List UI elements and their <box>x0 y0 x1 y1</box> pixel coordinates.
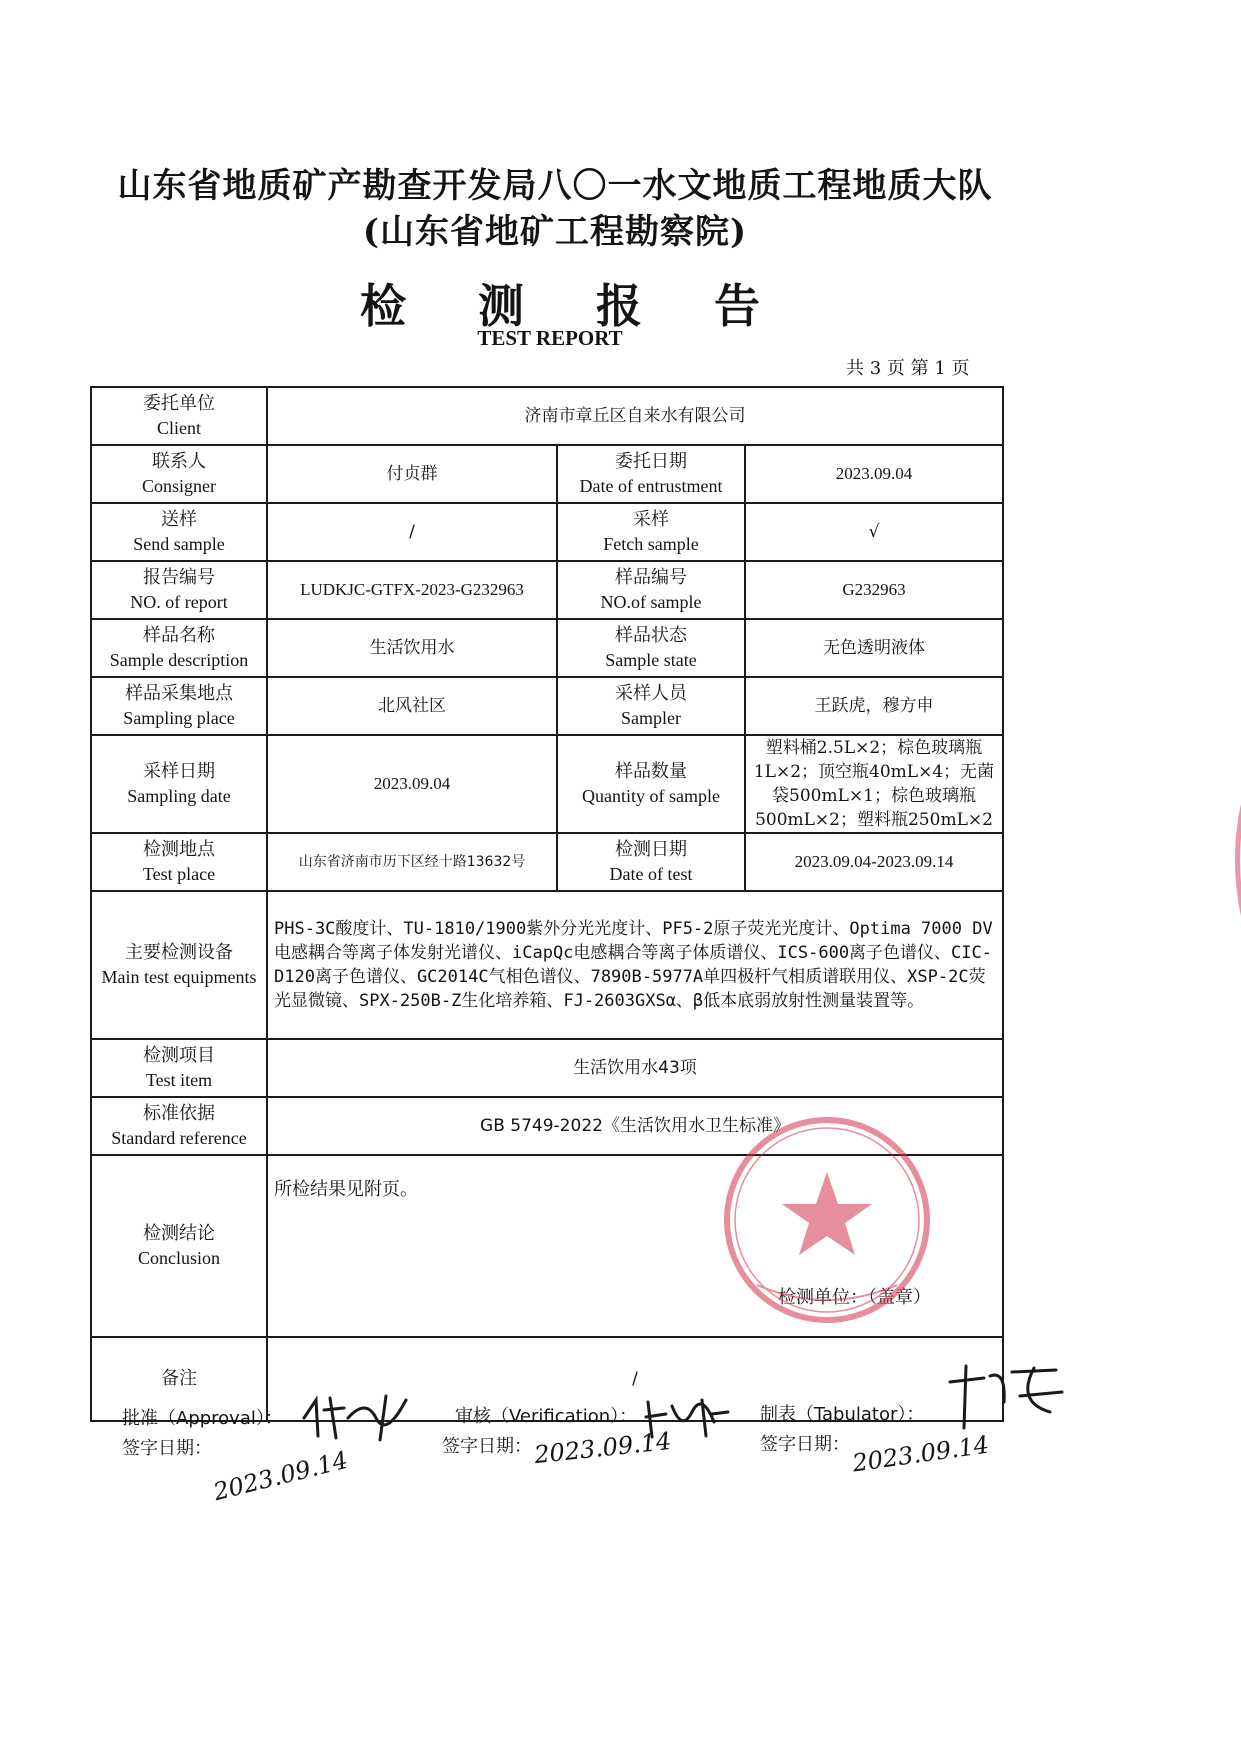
conclusion-cell <box>267 1155 1003 1337</box>
quantity-value: 塑料桶2.5L×2；棕色玻璃瓶1L×2；顶空瓶40mL×4；无菌袋500mL×1；棕色玻璃瓶500mL×2；塑料瓶250mL×2 <box>745 735 1003 833</box>
sampler-value: 王跃虎，穆方申 <box>745 677 1003 735</box>
sampling-date-value: 2023.09.04 <box>267 735 557 833</box>
approval-date-label: 签字日期： <box>122 1438 212 1459</box>
organization-subname: (山东省地矿工程勘察院) <box>362 212 748 252</box>
table-row <box>91 445 1003 503</box>
seal-label: 检测单位：（盖章） <box>778 1287 931 1308</box>
tabulator-date-label: 签字日期： <box>760 1434 850 1455</box>
tabulator-label: 制表（Tabulator）： <box>760 1404 925 1425</box>
sampler-label: 采样人员 Sampler <box>557 677 745 735</box>
title-char: 告 <box>714 279 760 333</box>
tabulator-date: 2023.09.14 <box>850 1430 991 1478</box>
consigner-value: 付贞群 <box>267 445 557 503</box>
title-char: 报 <box>596 279 642 333</box>
table-row <box>91 619 1003 677</box>
report-no-value: LUDKJC-GTFX-2023-G232963 <box>267 561 557 619</box>
send-sample-label: 送样 Send sample <box>91 503 267 561</box>
entrust-date-label: 委托日期 Date of entrustment <box>557 445 745 503</box>
sampling-place-label: 样品采集地点 Sampling place <box>91 677 267 735</box>
client-value: 济南市章丘区自来水有限公司 <box>267 387 1003 445</box>
report-table <box>90 386 1004 1422</box>
consigner-label: 联系人 Consigner <box>91 445 267 503</box>
table-row <box>91 561 1003 619</box>
page-info: 共 3 页 第 1 页 <box>846 358 970 379</box>
equipment-label: 主要检测设备 Main test equipments <box>91 891 267 1039</box>
table-row <box>91 833 1003 891</box>
sampling-place-value: 北风社区 <box>267 677 557 735</box>
verification-date-label: 签字日期： <box>442 1436 532 1457</box>
organization-name: 山东省地质矿产勘查开发局八〇一水文地质工程地质大队 <box>117 166 993 206</box>
edge-seal-stamp <box>1210 730 1241 990</box>
table-row <box>91 1039 1003 1097</box>
standard-value: GB 5749-2022《生活饮用水卫生标准》 <box>267 1097 1003 1155</box>
table-row <box>91 677 1003 735</box>
approval-date: 2023.09.14 <box>210 1445 351 1507</box>
report-no-label: 报告编号 NO. of report <box>91 561 267 619</box>
verification-date: 2023.09.14 <box>532 1426 673 1470</box>
sample-no-label: 样品编号 NO.of sample <box>557 561 745 619</box>
table-row <box>91 891 1003 1039</box>
table-row <box>91 735 1003 833</box>
test-date-value: 2023.09.04-2023.09.14 <box>745 833 1003 891</box>
equipment-value: PHS-3C酸度计、TU-1810/1900紫外分光光度计、PF5-2原子荧光光度计、Optima 7000 DV电感耦合等离子体发射光谱仪、iCapQc电感耦合等离子体质谱仪、ICS-600离子色谱仪、CIC-D120离子色谱仪、GC2014C气相色谱仪、7890B-5977A单四极杆气相质谱联用仪、XSP-2C荧光显微镜、SPX-250B-Z生化培养箱、FJ-2603GXSα、β低本底弱放射性测量装置等。 <box>267 891 1003 1039</box>
title-char: 检 <box>360 279 406 333</box>
conclusion-value: 所检结果见附页。 <box>274 1179 418 1200</box>
sample-no-value: G232963 <box>745 561 1003 619</box>
sampling-date-label: 采样日期 Sampling date <box>91 735 267 833</box>
sample-state-label: 样品状态 Sample state <box>557 619 745 677</box>
remarks-value: / <box>267 1337 1003 1421</box>
test-place-label: 检测地点 Test place <box>91 833 267 891</box>
fetch-sample-value: √ <box>745 503 1003 561</box>
table-row <box>91 387 1003 445</box>
entrust-date-value: 2023.09.04 <box>745 445 1003 503</box>
client-label: 委托单位 Client <box>91 387 267 445</box>
send-sample-value: / <box>267 503 557 561</box>
sample-desc-value: 生活饮用水 <box>267 619 557 677</box>
test-date-label: 检测日期 Date of test <box>557 833 745 891</box>
fetch-sample-label: 采样 Fetch sample <box>557 503 745 561</box>
table-row <box>91 1097 1003 1155</box>
test-item-value: 生活饮用水43项 <box>267 1039 1003 1097</box>
quantity-label: 样品数量 Quantity of sample <box>557 735 745 833</box>
table-row <box>91 1155 1003 1337</box>
sample-desc-label: 样品名称 Sample description <box>91 619 267 677</box>
test-item-label: 检测项目 Test item <box>91 1039 267 1097</box>
title-char: 测 <box>478 279 524 333</box>
remarks-label: 备注 <box>91 1337 267 1421</box>
report-subtitle: TEST REPORT <box>477 326 623 350</box>
table-row <box>91 503 1003 561</box>
conclusion-label: 检测结论 Conclusion <box>91 1155 267 1337</box>
verification-label: 审核（Verification）： <box>455 1406 638 1427</box>
standard-label: 标准依据 Standard reference <box>91 1097 267 1155</box>
approval-label: 批准（Approval）： <box>122 1408 283 1429</box>
test-place-value: 山东省济南市历下区经十路13632号 <box>267 833 557 891</box>
sample-state-value: 无色透明液体 <box>745 619 1003 677</box>
